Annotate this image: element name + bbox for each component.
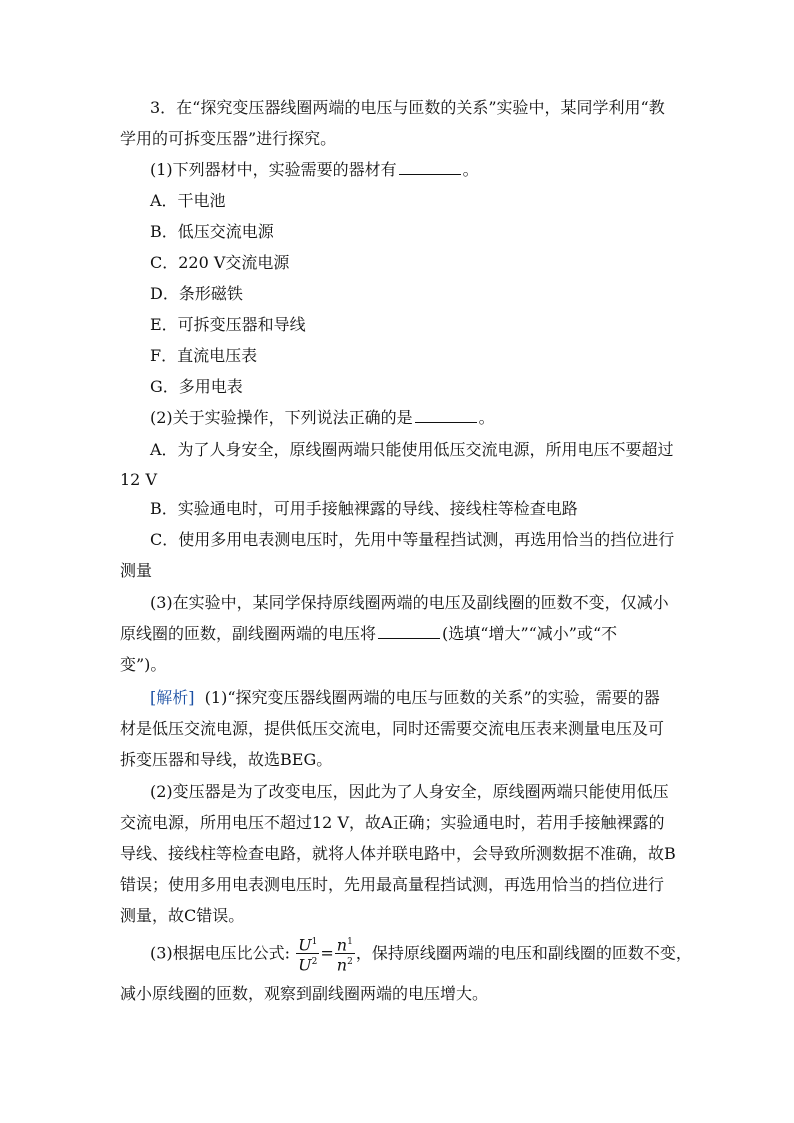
option-b: B．低压交流电源 bbox=[150, 222, 274, 241]
solution-1b: 材是低压交流电源，提供低压交流电，同时还需要交流电压表来测量电压及可 bbox=[120, 719, 665, 738]
answer-blank-1 bbox=[399, 160, 461, 175]
solution-2e: 测量，故C错误。 bbox=[120, 906, 245, 925]
solution-3a bbox=[150, 934, 710, 974]
part3-text: 原线圈的匝数，副线圈两端的电压将 bbox=[120, 624, 377, 643]
statement-a-line1: A．为了人身安全，原线圈两端只能使用低压交流电源，所用电压不要超过 bbox=[150, 440, 674, 459]
solution-3b: 减小原线圈的匝数，观察到副线圈两端的电压增大。 bbox=[120, 984, 489, 1003]
formula-u-ratio bbox=[296, 934, 319, 974]
question-stem-line2: 学用的可拆变压器”进行探究。 bbox=[120, 129, 337, 148]
option-d: D．条形磁铁 bbox=[150, 284, 243, 303]
solution-3a-post: ，保持原线圈两端的电压和副线圈的匝数不变， bbox=[355, 943, 692, 963]
solution-2a: (2)变压器是为了改变电压，因此为了人身安全，原线圈两端只能使用低压 bbox=[150, 782, 669, 801]
part1-end: 。 bbox=[462, 160, 479, 179]
question-stem-line1: 3．在“探究变压器线圈两端的电压与匝数的关系”实验中，某同学利用“教 bbox=[150, 98, 665, 117]
formula-u2: $U^2$ bbox=[298, 955, 318, 975]
part1-text: (1)下列器材中，实验需要的器材有 bbox=[150, 160, 397, 179]
option-c: C．220 V交流电源 bbox=[150, 253, 290, 272]
solution-1a: (1)“探究变压器线圈两端的电压与匝数的关系”的实验，需要的器 bbox=[204, 688, 660, 707]
answer-blank-3 bbox=[378, 624, 440, 639]
solution-tag: [解析] bbox=[150, 688, 195, 707]
part3-choices: (选填“增大”“减小”或“不 bbox=[442, 624, 618, 643]
formula-u1: $U^1$ bbox=[298, 935, 318, 955]
option-a: A．干电池 bbox=[150, 191, 226, 210]
part2-prompt bbox=[150, 408, 710, 428]
part3-line3: 变”)。 bbox=[120, 655, 167, 674]
statement-c-line2: 测量 bbox=[120, 561, 153, 580]
statement-b: B．实验通电时，可用手接触裸露的导线、接线柱等检查电路 bbox=[150, 499, 578, 518]
statement-c-line1: C．使用多用电表测电压时，先用中等量程挡试测，再选用恰当的挡位进行 bbox=[150, 530, 675, 549]
solution-1c: 拆变压器和导线，故选BEG。 bbox=[120, 750, 333, 769]
solution-2b: 交流电源，所用电压不超过12 V，故A正确；实验通电时，若用手接触裸露的 bbox=[120, 813, 665, 832]
part2-text: (2)关于实验操作，下列说法正确的是 bbox=[150, 408, 413, 427]
part3-line2 bbox=[120, 624, 680, 644]
part3-line1: (3)在实验中，某同学保持原线圈两端的电压及副线圈的匝数不变，仅减小 bbox=[150, 593, 669, 612]
solution-line1 bbox=[150, 688, 710, 708]
option-e: E．可拆变压器和导线 bbox=[150, 315, 306, 334]
answer-blank-2 bbox=[415, 408, 477, 423]
solution-3a-pre: (3)根据电压比公式: bbox=[150, 943, 291, 963]
formula-n2: $n^2$ bbox=[336, 955, 353, 975]
formula-equals: = bbox=[320, 943, 334, 963]
formula-n1: $n^1$ bbox=[336, 935, 353, 955]
formula-n-ratio bbox=[335, 934, 355, 974]
solution-2c: 导线、接线柱等检查电路，就将人体并联电路中，会导致所测数据不准确，故B bbox=[120, 844, 676, 863]
part2-end: 。 bbox=[478, 408, 495, 427]
option-g: G．多用电表 bbox=[150, 377, 243, 396]
solution-2d: 错误；使用多用电表测电压时，先用最高量程挡试测，再选用恰当的挡位进行 bbox=[120, 875, 665, 894]
part1-prompt bbox=[150, 160, 710, 180]
statement-a-line2: 12 V bbox=[120, 470, 157, 489]
option-f: F．直流电压表 bbox=[150, 346, 258, 365]
